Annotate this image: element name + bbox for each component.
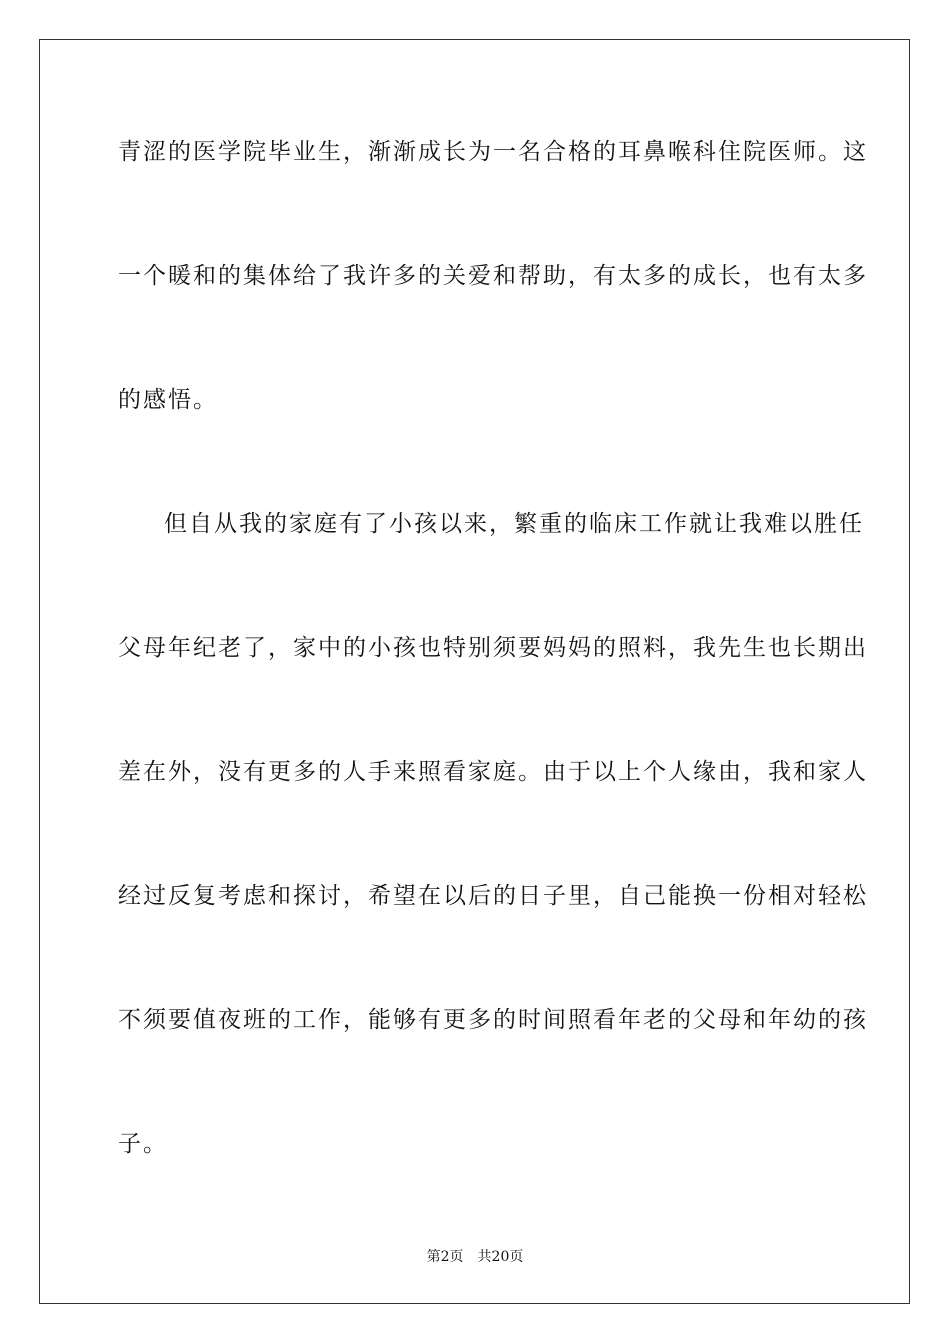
- body-text-line-indented: 但自从我的家庭有了小孩以来，繁重的临床工作就让我难以胜任: [164, 511, 864, 537]
- body-text-line: 经过反复考虑和探讨，希望在以后的日子里，自己能换一份相对轻松: [118, 883, 868, 909]
- body-text-line: 子。: [118, 1131, 168, 1157]
- page-number: 第2页: [426, 1249, 464, 1265]
- body-text-line: 不须要值夜班的工作，能够有更多的时间照看年老的父母和年幼的孩: [118, 1007, 868, 1033]
- page-total: 共20页: [477, 1249, 524, 1265]
- body-text-line: 的感悟。: [118, 387, 218, 413]
- body-text-line: 一个暖和的集体给了我许多的关爱和帮助，有太多的成长，也有太多: [118, 263, 868, 289]
- body-text-line: 青涩的医学院毕业生，渐渐成长为一名合格的耳鼻喉科住院医师。这: [118, 139, 868, 165]
- body-text-line: 差在外，没有更多的人手来照看家庭。由于以上个人缘由，我和家人: [118, 759, 868, 785]
- page-frame: [39, 39, 910, 1304]
- body-text-line: 父母年纪老了，家中的小孩也特别须要妈妈的照料，我先生也长期出: [118, 635, 868, 661]
- page-footer: [0, 1248, 950, 1266]
